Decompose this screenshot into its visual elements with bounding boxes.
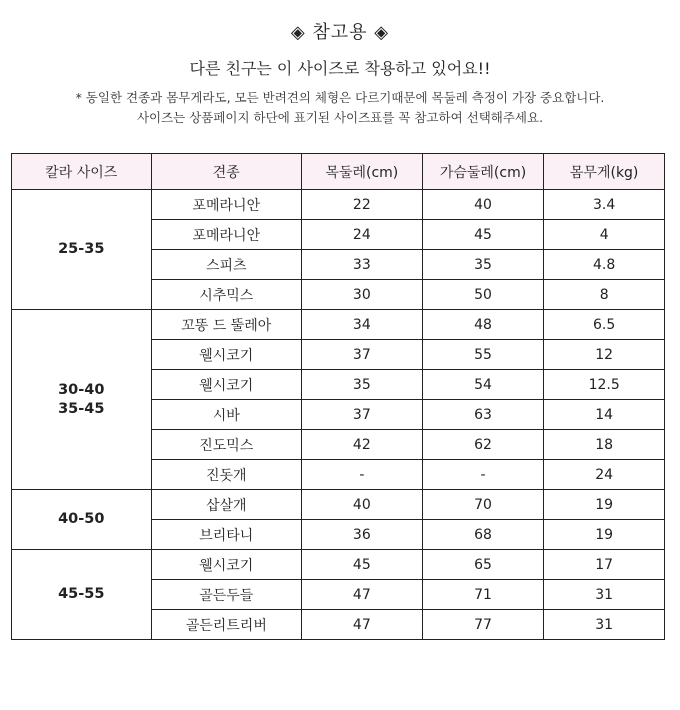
breed-cell: 포메라니안	[151, 220, 301, 250]
chest-cell: 48	[422, 310, 544, 340]
collar-size-label: 30-40	[58, 381, 105, 398]
chest-cell: 40	[422, 190, 544, 220]
breed-cell: 시추믹스	[151, 280, 301, 310]
chest-cell: 71	[422, 580, 544, 610]
neck-cell: 33	[302, 250, 423, 280]
weight-cell: 4	[544, 220, 665, 250]
weight-cell: 4.8	[544, 250, 665, 280]
neck-cell: 47	[302, 580, 423, 610]
collar-size-cell	[12, 490, 152, 550]
neck-cell: 37	[302, 400, 423, 430]
neck-cell: 47	[302, 610, 423, 640]
neck-cell: 37	[302, 340, 423, 370]
breed-cell: 진도믹스	[151, 430, 301, 460]
weight-cell: 12.5	[544, 370, 665, 400]
neck-cell: 30	[302, 280, 423, 310]
weight-cell: 12	[544, 340, 665, 370]
weight-cell: 18	[544, 430, 665, 460]
breed-cell: 삽살개	[151, 490, 301, 520]
neck-cell: 42	[302, 430, 423, 460]
col-header-breed: 견종	[151, 154, 301, 190]
weight-cell: 24	[544, 460, 665, 490]
weight-cell: 19	[544, 520, 665, 550]
col-header-weight: 몸무게(kg)	[544, 154, 665, 190]
table-row	[12, 190, 665, 220]
weight-cell: 8	[544, 280, 665, 310]
size-reference-table	[11, 153, 665, 640]
table-row	[12, 310, 665, 340]
chest-cell: 35	[422, 250, 544, 280]
table-row	[12, 490, 665, 520]
neck-cell: 40	[302, 490, 423, 520]
weight-cell: 17	[544, 550, 665, 580]
collar-size-label: 25-35	[58, 241, 105, 257]
note-line-1: * 동일한 견종과 몸무게라도, 모든 반려견의 체형은 다르기때문에 목둘레 측정이 가장 중요합니다.	[75, 90, 605, 105]
breed-cell: 브리타니	[151, 520, 301, 550]
weight-cell: 3.4	[544, 190, 665, 220]
weight-cell: 31	[544, 610, 665, 640]
chest-cell: 70	[422, 490, 544, 520]
breed-cell: 시바	[151, 400, 301, 430]
breed-cell: 진돗개	[151, 460, 301, 490]
collar-size-cell	[12, 550, 152, 640]
breed-cell: 스피츠	[151, 250, 301, 280]
neck-cell: 36	[302, 520, 423, 550]
breed-cell: 골든리트리버	[151, 610, 301, 640]
neck-cell: 45	[302, 550, 423, 580]
chest-cell: 54	[422, 370, 544, 400]
table-header-row	[12, 154, 665, 190]
weight-cell: 31	[544, 580, 665, 610]
neck-cell: 35	[302, 370, 423, 400]
breed-cell: 골든두들	[151, 580, 301, 610]
table-body	[12, 190, 665, 640]
neck-cell: 24	[302, 220, 423, 250]
collar-size-cell	[12, 190, 152, 310]
chest-cell: 55	[422, 340, 544, 370]
chest-cell: 62	[422, 430, 544, 460]
weight-cell: 6.5	[544, 310, 665, 340]
table-row	[12, 550, 665, 580]
col-header-neck: 목둘레(cm)	[302, 154, 423, 190]
note-line-2: 사이즈는 상품페이지 하단에 표기된 사이즈표를 꼭 참고하여 선택해주세요.	[136, 110, 544, 125]
collar-size-cell	[12, 310, 152, 490]
page-subtitle: 다른 친구는 이 사이즈로 착용하고 있어요!!	[189, 59, 491, 78]
breed-cell: 웰시코기	[151, 340, 301, 370]
weight-cell: 19	[544, 490, 665, 520]
chest-cell: -	[422, 460, 544, 490]
chest-cell: 68	[422, 520, 544, 550]
neck-cell: 34	[302, 310, 423, 340]
collar-size-label: 40-50	[58, 511, 105, 527]
breed-cell: 포메라니안	[151, 190, 301, 220]
chest-cell: 50	[422, 280, 544, 310]
breed-cell: 꼬똥 드 뚤레아	[151, 310, 301, 340]
collar-size-label: 35-45	[58, 400, 105, 417]
page-title: ◈ 참고용 ◈	[290, 22, 390, 43]
neck-cell: 22	[302, 190, 423, 220]
chest-cell: 63	[422, 400, 544, 430]
col-header-chest: 가슴둘레(cm)	[422, 154, 544, 190]
collar-size-label: 45-55	[58, 586, 105, 602]
chest-cell: 65	[422, 550, 544, 580]
chest-cell: 77	[422, 610, 544, 640]
col-header-collar-size: 칼라 사이즈	[12, 154, 152, 190]
breed-cell: 웰시코기	[151, 550, 301, 580]
neck-cell: -	[302, 460, 423, 490]
weight-cell: 14	[544, 400, 665, 430]
breed-cell: 웰시코기	[151, 370, 301, 400]
chest-cell: 45	[422, 220, 544, 250]
